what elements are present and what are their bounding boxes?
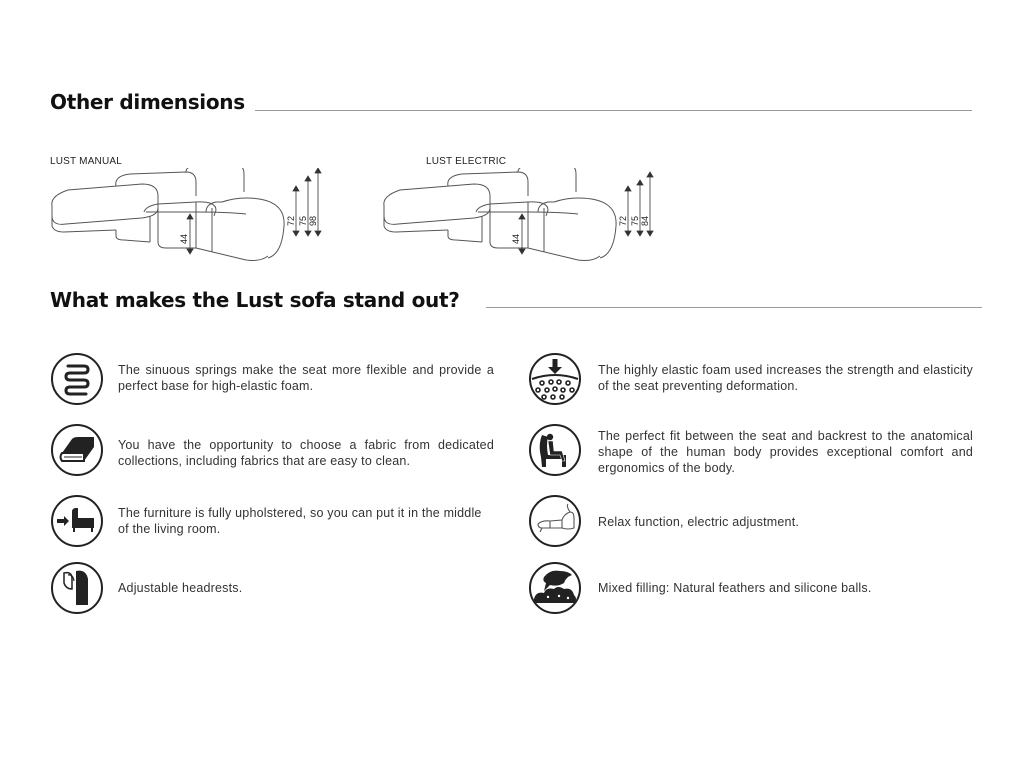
fabric-icon <box>50 423 104 477</box>
ergonomic-seat-icon <box>528 423 582 477</box>
feature-text: Mixed filling: Natural feathers and silicone balls. <box>598 581 872 595</box>
foam-icon <box>528 352 582 406</box>
feature-text: Relax function, electric adjustment. <box>598 515 800 529</box>
seat-height-label: 44 <box>511 233 521 244</box>
section-title-features: What makes the Lust sofa stand out? <box>50 288 460 312</box>
feature-text: You have the opportunity to choose a fabric from dedicated collections, including fabrics that are easy to clean. <box>118 438 494 468</box>
sofa-manual-label: LUST MANUAL <box>50 156 123 167</box>
dim-height-3: 84 <box>640 215 650 226</box>
dim-height-2: 75 <box>630 215 640 226</box>
divider-line <box>255 110 972 111</box>
springs-icon <box>50 352 104 406</box>
dim-height-1: 72 <box>286 215 296 226</box>
section-title-dimensions: Other dimensions <box>50 90 245 114</box>
headrest-icon <box>50 561 104 615</box>
feature-text: The furniture is fully upholstered, so you can put it in the middle of the living room. <box>118 506 482 536</box>
feature-text: The highly elastic foam used increases the strength and elasticity of the seat preventing deformation. <box>598 363 973 393</box>
upholstered-back-icon <box>50 494 104 548</box>
relax-function-icon <box>528 494 582 548</box>
dim-height-1: 72 <box>618 215 628 226</box>
divider-line <box>486 307 982 308</box>
sofa-manual-drawing <box>46 168 336 268</box>
feature-text: The perfect fit between the seat and backrest to the anatomical shape of the human body provides exceptional comfort and ergonomics of the body. <box>598 429 973 475</box>
feature-text: The sinuous springs make the seat more flexible and provide a perfect base for high-elastic foam. <box>118 363 494 393</box>
dim-height-2: 75 <box>298 215 308 226</box>
seat-height-label: 44 <box>179 233 189 244</box>
sofa-electric-label: LUST ELECTRIC <box>426 156 507 167</box>
feature-text: Adjustable headrests. <box>118 581 243 595</box>
filling-icon <box>528 561 582 615</box>
dim-height-3: 98 <box>308 215 318 226</box>
sofa-electric-drawing <box>378 168 668 268</box>
